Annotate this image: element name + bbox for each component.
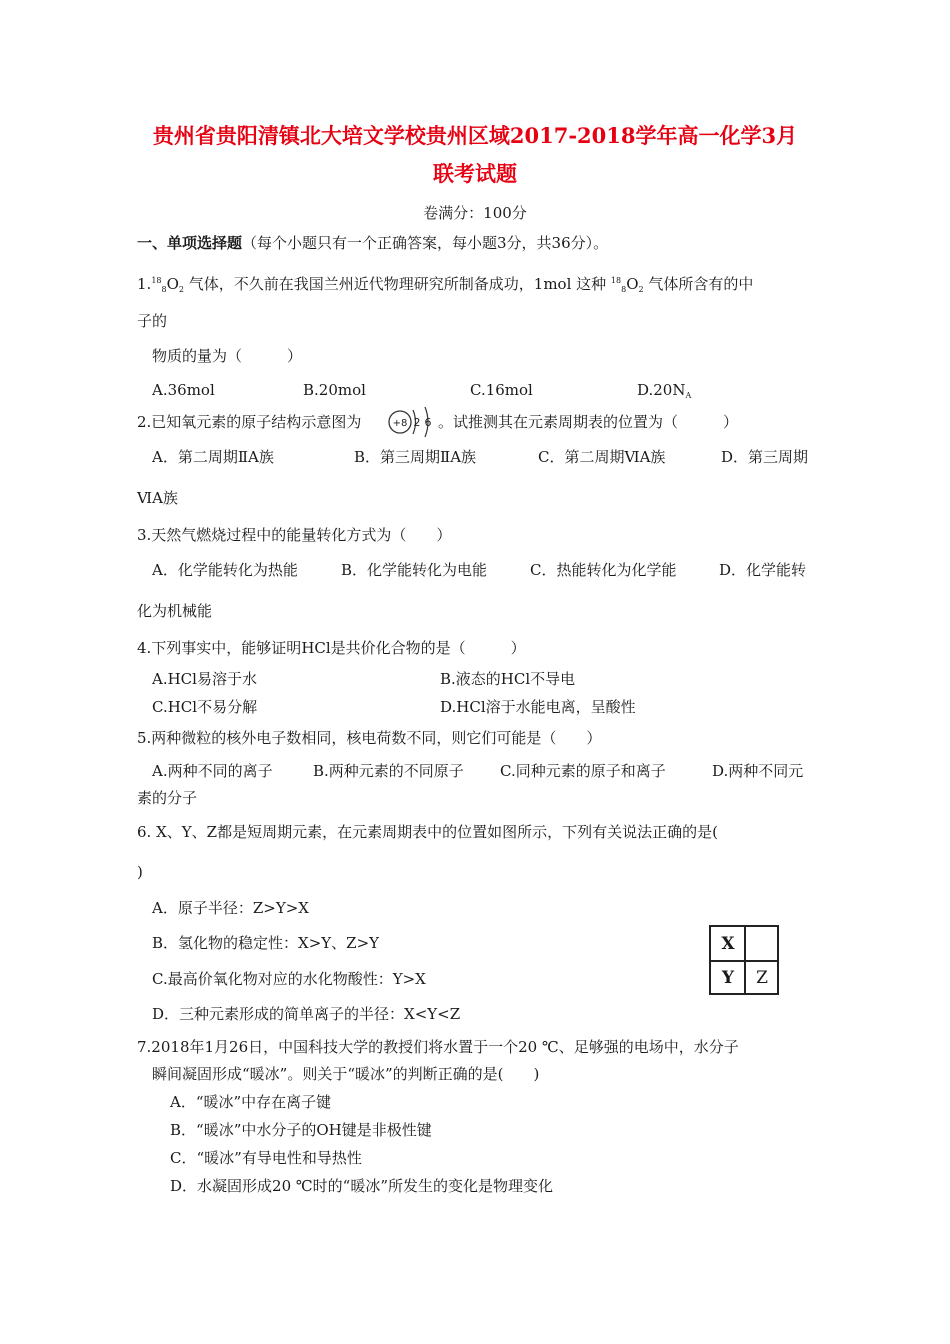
question-2-option-c: C．第二周期ⅥA族 <box>538 448 666 466</box>
section-note: （每个小题只有一个正确答案，每小题3分，共36分）。 <box>242 234 609 252</box>
question-6-option-c: C.最高价氧化物对应的水化物酸性：Y>X <box>152 970 426 988</box>
question-7-option-c: C．“暖冰”有导电性和导热性 <box>170 1149 362 1167</box>
question-1-option-d: $D.20N_A$ <box>637 381 692 400</box>
question-1-stem-cont: 子的 <box>137 312 168 330</box>
question-1-option-c: C.16mol <box>470 381 533 399</box>
section-heading <box>137 233 608 253</box>
question-2-option-d-cont: ⅥA族 <box>137 489 178 507</box>
question-4-option-b: B.液态的HCl不导电 <box>440 670 576 688</box>
question-6-option-b: B．氢化物的稳定性：X>Y、Z>Y <box>152 934 380 952</box>
question-4-option-a: A.HCl易溶于水 <box>152 670 257 688</box>
question-2-stem-after: 。试推测其在元素周期表的位置为（ ） <box>438 413 739 431</box>
question-7-option-b: B．“暖冰”中水分子的OH键是非极性键 <box>170 1121 432 1139</box>
section-title: 一、单项选择题 <box>137 234 243 252</box>
question-5-option-d: D.两种不同元 <box>712 762 804 780</box>
periodic-position-grid <box>709 925 779 995</box>
question-5-option-b: B.两种元素的不同原子 <box>313 762 464 780</box>
question-6-stem-cont: ) <box>137 863 143 881</box>
question-6-stem: 6. X、Y、Z都是短周期元素，在元素周期表中的位置如图所示，下列有关说法正确的是( <box>137 823 718 841</box>
question-2-stem-before: 2.已知氧元素的原子结构示意图为 <box>137 413 362 431</box>
question-7-stem-cont: 瞬间凝固形成“暖冰”。则关于“暖冰”的判断正确的是( ) <box>152 1065 540 1083</box>
oxygen-atom-structure-diagram <box>386 402 436 442</box>
atom-shell2-label: 6 <box>424 416 432 429</box>
question-3-stem: 3.天然气燃烧过程中的能量转化方式为（ ） <box>137 526 452 544</box>
atom-shell1-label: 2 <box>413 416 421 429</box>
question-5-option-d-cont: 素的分子 <box>137 789 198 807</box>
document-title-line1: 贵州省贵阳清镇北大培文学校贵州区域2017-2018学年高一化学3月 <box>152 123 798 148</box>
question-3-option-a: A．化学能转化为热能 <box>152 561 298 579</box>
question-3-option-b: B．化学能转化为电能 <box>341 561 488 579</box>
question-4-option-c: C.HCl不易分解 <box>152 698 258 716</box>
question-5-option-a: A.两种不同的离子 <box>152 762 273 780</box>
grid-cell-y: Y <box>721 968 735 988</box>
document-title-line2: 联考试题 <box>433 161 517 186</box>
question-1-option-a: A.36mol <box>152 381 215 399</box>
question-5-option-c: C.同种元素的原子和离子 <box>500 762 666 780</box>
question-3-option-c: C．热能转化为化学能 <box>530 561 677 579</box>
question-7-option-d: D．水凝固形成20 ℃时的“暖冰”所发生的变化是物理变化 <box>170 1177 554 1195</box>
question-2-option-a: A．第二周期ⅡA族 <box>152 448 274 466</box>
question-7-option-a: A．“暖冰”中存在离子键 <box>170 1093 332 1111</box>
question-1-option-b: B.20mol <box>303 381 366 399</box>
question-6-option-a: A．原子半径：Z>Y>X <box>152 899 309 917</box>
grid-cell-x: X <box>721 934 735 954</box>
question-1-stem-cont2: 物质的量为（ ） <box>152 347 303 365</box>
question-1-stem: $1.18_8O_2$ 气体，不久前在我国兰州近代物理研究所制备成功，1mol 这种 $^{18}_8O_2$ 气体所含有的中 <box>137 275 754 294</box>
question-2-option-d: D．第三周期 <box>721 448 809 466</box>
question-3-option-d: D．化学能转 <box>719 561 807 579</box>
question-7-stem: 7.2018年1月26日，中国科技大学的教授们将水置于一个20 ℃、足够强的电场中，水分子 <box>137 1038 739 1056</box>
atom-nucleus-label: +8 <box>392 418 408 429</box>
question-2-option-b: B．第三周期ⅡA族 <box>354 448 477 466</box>
question-5-stem: 5.两种微粒的核外电子数相同，核电荷数不同，则它们可能是（ ） <box>137 729 602 747</box>
question-3-option-d-cont: 化为机械能 <box>137 602 213 620</box>
full-score-label: 卷满分：100分 <box>423 204 527 222</box>
grid-cell-z: Z <box>756 968 768 988</box>
question-4-stem: 4.下列事实中，能够证明HCl是共价化合物的是（ ） <box>137 639 526 657</box>
question-4-option-d: D.HCl溶于水能电离，呈酸性 <box>440 698 636 716</box>
question-6-option-d: D．三种元素形成的简单离子的半径：X<Y<Z <box>152 1005 461 1023</box>
